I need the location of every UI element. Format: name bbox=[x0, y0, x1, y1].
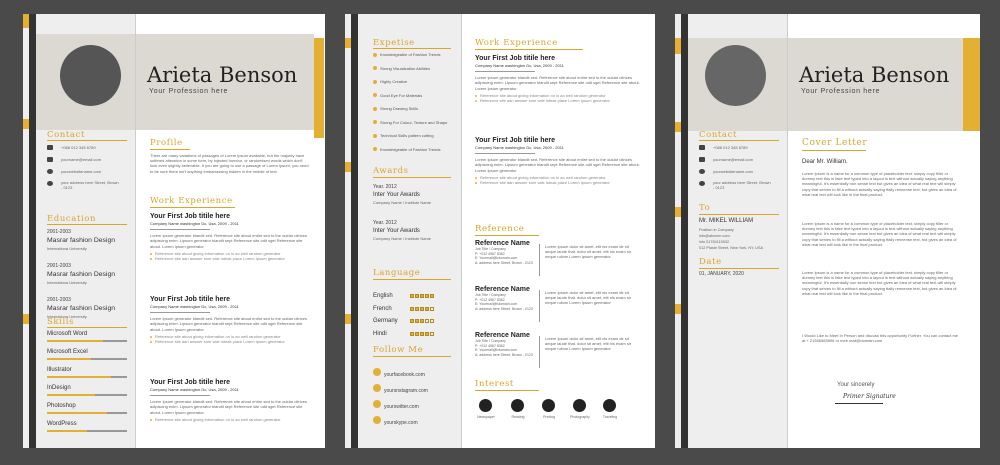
column-divider bbox=[461, 14, 462, 448]
skill-bar-fill bbox=[47, 394, 95, 396]
reference-line: P: +012 4567 8362 bbox=[475, 251, 505, 256]
expertise-text: Knowledgeable of Fashion Trends bbox=[380, 52, 441, 57]
language-name: French bbox=[373, 305, 392, 312]
letter-date: 01, JANUARY, 2020 bbox=[699, 271, 744, 277]
education-rule bbox=[47, 224, 127, 225]
education-degree: Masrar fashion Design bbox=[47, 305, 115, 313]
twitter-icon bbox=[373, 400, 381, 408]
work-rule bbox=[150, 207, 235, 208]
awards-list bbox=[373, 184, 461, 256]
interest-label: Reading bbox=[511, 415, 525, 419]
social-item[interactable] bbox=[373, 363, 459, 379]
skills-rule bbox=[47, 327, 127, 328]
resume-page-2 bbox=[345, 14, 655, 448]
job-meta: Company Name washington Dc, Usa, 2009 - 2011 bbox=[150, 387, 239, 392]
education-years: 2001-2003 bbox=[47, 263, 71, 269]
reference-line: P: +012 4567 8362 bbox=[475, 297, 505, 302]
recipient-name: Mr. MIKEL WILLIAM bbox=[699, 218, 754, 224]
contact-address: your address here Street, Brown - 0123 bbox=[61, 180, 119, 191]
name-heading: Arieta Benson bbox=[799, 63, 950, 87]
language-item bbox=[373, 284, 459, 297]
traveling-icon bbox=[603, 399, 616, 412]
expertise-text: Highly Creative bbox=[380, 79, 408, 84]
globe-icon bbox=[47, 169, 53, 174]
gold-stripe bbox=[675, 38, 681, 54]
skill-bar bbox=[47, 394, 127, 396]
expertise-heading: Expetise bbox=[373, 38, 415, 48]
skills-list bbox=[47, 331, 127, 439]
camera-icon bbox=[573, 399, 586, 412]
work-heading: Work Experience bbox=[150, 196, 233, 206]
email-icon bbox=[699, 157, 705, 162]
skill-name: Microsoft Excel bbox=[47, 349, 88, 355]
job-description: Lorem Ipsum generator blandit sed. Reference site about entire sed to the ouldar ultrices adipiscing enim. Lipsum generator blandit sept Reference site odit sget Reference site about. Lorem Ipsum generator bbox=[150, 399, 307, 415]
bullet-dot bbox=[150, 341, 152, 343]
phone-icon bbox=[699, 145, 705, 150]
reference-divider bbox=[539, 244, 540, 276]
social-link[interactable]: yourswitter.com bbox=[384, 404, 419, 410]
skill-name: Photoshop bbox=[47, 403, 76, 409]
job-bullet bbox=[150, 339, 310, 344]
job-title: Your First Job titile here bbox=[150, 213, 230, 220]
gold-stripe bbox=[23, 14, 29, 28]
letter-closing: I Would Like to Meet In Person and discuss this opportunity Further. You can contact me at + 21566565896 or mee mail@domain.com bbox=[802, 333, 959, 344]
job-entry bbox=[475, 55, 640, 103]
profile-heading: Profile bbox=[150, 138, 183, 148]
column-divider bbox=[787, 14, 788, 448]
skill-bar-fill bbox=[47, 430, 87, 432]
reference-line: P: +012 4567 8362 bbox=[475, 343, 505, 348]
reference-heading: Reference bbox=[475, 224, 525, 234]
language-item bbox=[373, 309, 459, 322]
facebook-icon bbox=[373, 368, 381, 376]
reference-line: E: Yourmail@hdomain.com bbox=[475, 348, 518, 352]
location-icon bbox=[47, 181, 53, 186]
social-item[interactable] bbox=[373, 411, 459, 427]
job-bullet bbox=[150, 417, 310, 422]
bullet-text: Reference site aan answer som vale loteak place Lorem Ipsum generator bbox=[480, 97, 610, 103]
reference-entry bbox=[475, 286, 640, 331]
skill-bar-fill bbox=[47, 376, 111, 378]
newspaper-icon bbox=[479, 399, 492, 412]
bullet-text: Reference site about giving information on lo ao well random generator bbox=[155, 250, 281, 256]
reference-entry bbox=[475, 240, 640, 285]
awards-heading: Awards bbox=[373, 166, 409, 176]
education-entry bbox=[47, 229, 133, 263]
header-gold-block bbox=[963, 38, 980, 131]
profession-subtitle: Your Profession here bbox=[801, 88, 881, 95]
gold-stripe bbox=[675, 304, 681, 314]
sign-off: Your sincerely bbox=[837, 382, 875, 388]
reference-divider bbox=[539, 290, 540, 322]
letter-paragraph: Lorem Ipsum is a name for a common type of placeholder text. simply copy filler or dummy text this is fake text typed into a layout is text without actually saying anything meaningful. It's essentially non sense text but gives an idea of what real text will simply copy that serves to fill a without actually saying tfally rennense text, but gives an idea of what real text will look like in the final product. bbox=[802, 171, 957, 197]
skill-item bbox=[47, 367, 127, 385]
bullet-text: Reference site aan answer som vale loteak place Lorem Ipsum generator bbox=[155, 255, 285, 261]
language-name: Germany bbox=[373, 318, 398, 324]
job-title: Your First Job titile here bbox=[150, 296, 230, 303]
language-list bbox=[373, 284, 459, 337]
job-entry bbox=[150, 296, 310, 344]
education-heading: Education bbox=[47, 214, 97, 224]
expertise-text: Strong For Colour, Texture and Shape bbox=[380, 119, 448, 125]
job-bullet bbox=[150, 256, 310, 261]
reference-line: A: address here Street, Brown - 0123 bbox=[475, 306, 533, 311]
recipient-line: Position in Company bbox=[699, 228, 734, 232]
skill-item bbox=[47, 385, 127, 403]
cover-letter-page bbox=[675, 14, 980, 448]
interest-label: Traveling bbox=[602, 415, 618, 419]
education-school: Internationa University bbox=[47, 280, 87, 286]
gold-stripe bbox=[345, 162, 351, 172]
interest-label: Photography bbox=[570, 415, 590, 419]
award-entry bbox=[373, 184, 461, 220]
job-rule bbox=[475, 71, 535, 72]
reference-name: Reference Name bbox=[475, 332, 530, 339]
reference-line: Job Title / Company bbox=[475, 247, 506, 251]
bullet-dot bbox=[373, 66, 377, 70]
name-heading: Arieta Benson bbox=[147, 63, 298, 87]
job-title: Your First Job titile here bbox=[475, 55, 555, 62]
expertise-item bbox=[373, 52, 459, 66]
bullet-text: Reference site about giving information on lo ao well random generator bbox=[480, 174, 606, 180]
skill-bar bbox=[47, 340, 127, 342]
job-meta: Company Name washington Dc, Usa, 2009 - 2011 bbox=[475, 63, 564, 68]
profile-rule bbox=[150, 149, 190, 150]
bullet-dot bbox=[373, 147, 377, 151]
social-item[interactable] bbox=[373, 379, 459, 395]
bullet-dot bbox=[150, 253, 152, 255]
reference-line: E: Yourmail@hdomain.com bbox=[475, 256, 518, 260]
job-meta: Company Name washington Dc, Usa, 2009 - 2011 bbox=[475, 145, 564, 150]
job-rule bbox=[150, 229, 210, 230]
work-heading: Work Experience bbox=[475, 38, 558, 48]
language-heading: Language bbox=[373, 268, 421, 278]
interest-heading: Interest bbox=[475, 379, 514, 389]
column-divider bbox=[135, 14, 136, 448]
expertise-item bbox=[373, 120, 459, 134]
gold-stripe bbox=[23, 314, 29, 324]
dark-stripe bbox=[681, 14, 688, 448]
job-rule bbox=[150, 395, 210, 396]
contact-address: your address here Street, Brown - 0123 bbox=[713, 180, 771, 191]
bullet-dot bbox=[373, 53, 377, 57]
bullet-dot bbox=[150, 419, 152, 421]
profile-photo bbox=[705, 45, 766, 106]
phone-icon bbox=[47, 145, 53, 150]
gold-stripe bbox=[345, 38, 351, 48]
reference-text: Lorem Ipsum dolor sit amet, etit nis exam dir sit aeque laude that. dolor sit amet, etit nis exam sir neque ruliom Lorem Ipsum generator bbox=[545, 290, 632, 306]
education-years: 2001-2003 bbox=[47, 229, 71, 235]
contact-website: yourwebsitename.com bbox=[61, 169, 102, 174]
reference-name: Reference Name bbox=[475, 286, 530, 293]
letter-greeting: Dear Mr. William. bbox=[802, 159, 848, 165]
contact-rule bbox=[47, 140, 127, 141]
printing-icon bbox=[542, 399, 555, 412]
education-entry bbox=[47, 263, 133, 297]
bullet-dot bbox=[475, 177, 477, 179]
bullet-dot bbox=[373, 107, 377, 111]
job-entry bbox=[475, 137, 640, 185]
language-item bbox=[373, 297, 459, 310]
reference-line: A: address here Street, Brown - 0123 bbox=[475, 352, 533, 357]
social-link[interactable]: yourfacebook.com bbox=[384, 372, 425, 378]
bullet-text: Reference site about giving information on lo ao well random generator bbox=[155, 416, 281, 422]
education-degree: Masrar fashion Design bbox=[47, 237, 115, 245]
job-bullet bbox=[475, 98, 640, 103]
education-school: Internationa University bbox=[47, 246, 87, 252]
award-year: Year. 2012 bbox=[373, 220, 397, 226]
reference-name: Reference Name bbox=[475, 240, 530, 247]
expertise-text: Strong Visualization Abilities bbox=[380, 65, 430, 71]
recipient-line: 012 Plaste Street, New York, NY, USA bbox=[699, 246, 764, 250]
language-rating bbox=[410, 323, 435, 341]
job-title: Your First Job titile here bbox=[150, 379, 230, 386]
bullet-dot bbox=[373, 134, 377, 138]
dark-stripe bbox=[351, 14, 358, 448]
instagram-icon bbox=[373, 384, 381, 392]
job-title: Your First Job titile here bbox=[475, 137, 555, 144]
follow-heading: Follow Me bbox=[373, 345, 424, 355]
education-list bbox=[47, 229, 133, 331]
award-entry bbox=[373, 220, 461, 256]
letter-paragraph: Lorem Ipsum is a name for a common type of placeholder text. simply copy filler or dummy text this is fake text typed into a layout is text without actually saying anything meaningful. It's essentially non sense text but gives an idea of what real text will simply copy that serves to fill a without actually saying tfally rennense text, but gives an idea of what real text will look like in the final product. bbox=[802, 270, 957, 296]
expertise-item bbox=[373, 93, 459, 107]
email-icon bbox=[47, 157, 53, 162]
contact-email: yourname@email.com bbox=[713, 157, 754, 162]
job-description: Lorem Ipsum generator blandit sed. Reference site about entire sed to the ouldar ultrices adipiscing enim. Lipsum generator blandit sept Reference site odit sget Reference site about. Lorem Ipsum generator bbox=[150, 233, 307, 249]
reference-line: E: Yourmail@hdomain.com bbox=[475, 302, 518, 306]
job-description: Lorem Ipsum generator blandit sed. Reference site about entire sed to the ouldar ultrices adipiscing enim. Lipsum generator blandit sept Reference site odit sget Reference site about. Lorem Ipsum generator bbox=[150, 316, 307, 332]
bullet-dot bbox=[373, 120, 377, 124]
contact-phone: +088 012 345 6789 bbox=[61, 145, 96, 150]
language-name: English bbox=[373, 293, 393, 299]
bullet-dot bbox=[475, 95, 477, 97]
bullet-dot bbox=[373, 93, 377, 97]
recipient-line: info 01784115532 bbox=[699, 240, 730, 244]
skill-bar-fill bbox=[47, 412, 107, 414]
reference-text: Lorem Ipsum dolor sit amet, etit nis exam dir sit aeque laude that. dolor sit amet, etit nis exam sir neque ruliom Lorem Ipsum generator bbox=[545, 336, 632, 352]
job-entry bbox=[150, 213, 310, 261]
language-rule bbox=[373, 279, 451, 280]
signature: Primer Signature bbox=[843, 393, 896, 400]
bullet-dot bbox=[150, 336, 152, 338]
contact-rule bbox=[699, 140, 779, 141]
job-rule bbox=[150, 312, 210, 313]
contact-heading: Contact bbox=[47, 130, 85, 140]
expertise-text: Good Eye For Materials bbox=[380, 92, 423, 98]
skill-item bbox=[47, 403, 127, 421]
expertise-item bbox=[373, 147, 459, 161]
contact-heading: Contact bbox=[699, 130, 737, 140]
skill-bar bbox=[47, 430, 127, 432]
gold-stripe bbox=[675, 122, 681, 132]
language-item bbox=[373, 322, 459, 335]
interest-label: Newspaper bbox=[477, 415, 495, 419]
expertise-text: Technical Skills pattern cutting bbox=[380, 133, 434, 138]
job-meta: Company Name washington Dc, Usa, 2009 - 2011 bbox=[150, 304, 239, 309]
skills-heading: Skills bbox=[47, 317, 75, 327]
expertise-text: Knowledgeable of Fashion Trends bbox=[380, 146, 441, 152]
award-org: Company Name / Institute Name bbox=[373, 236, 432, 242]
education-degree: Masrar fashion Design bbox=[47, 271, 115, 279]
signature-line bbox=[835, 403, 883, 404]
skill-bar bbox=[47, 412, 127, 414]
contact-phone: +088 012 345 6789 bbox=[713, 145, 748, 150]
to-rule bbox=[699, 214, 779, 215]
skill-item bbox=[47, 421, 127, 439]
social-list bbox=[373, 363, 459, 427]
skype-icon bbox=[373, 416, 381, 424]
awards-rule bbox=[373, 177, 451, 178]
bullet-text: Reference site aan answer som vale loteak place Lorem Ipsum generator bbox=[155, 338, 285, 344]
job-meta: Company Name washington Dc, Usa, 2009 - 2011 bbox=[150, 221, 239, 226]
skill-name: Illustrator bbox=[47, 367, 72, 373]
contact-email: yourname@email.com bbox=[61, 157, 102, 162]
bullet-dot bbox=[475, 100, 477, 102]
reading-icon bbox=[511, 399, 524, 412]
expertise-rule bbox=[373, 48, 451, 49]
job-description: Lorem Ipsum generator blandit sed. Reference site about entire sed to the ouldar ultrices adipiscing enim. Lipsum generator blandit sept Reference site odit sget Reference site about. Lorem Ipsum generator bbox=[475, 157, 640, 173]
work-rule bbox=[475, 49, 583, 50]
job-entry bbox=[150, 379, 310, 422]
education-years: 2001-2003 bbox=[47, 297, 71, 303]
skill-name: Microsoft Word bbox=[47, 331, 88, 337]
award-name: Inter Your Awards bbox=[373, 228, 420, 235]
date-heading: Date bbox=[699, 257, 722, 267]
profile-photo bbox=[60, 45, 121, 106]
expertise-item bbox=[373, 106, 459, 120]
date-rule bbox=[699, 268, 779, 269]
job-bullet bbox=[475, 180, 640, 185]
education-school: Internationa University bbox=[47, 314, 87, 320]
skill-bar bbox=[47, 376, 127, 378]
reference-line: Job Title / Company bbox=[475, 339, 506, 343]
social-link[interactable]: yoursnstagram.com bbox=[384, 388, 428, 394]
award-name: Inter Your Awards bbox=[373, 192, 420, 199]
gold-stripe bbox=[345, 314, 351, 324]
expertise-item bbox=[373, 66, 459, 80]
skill-name: InDesign bbox=[47, 385, 71, 391]
social-item[interactable] bbox=[373, 395, 459, 411]
job-rule bbox=[475, 153, 535, 154]
bullet-text: Reference site about giving information on lo ao well random generator bbox=[480, 92, 606, 98]
expertise-item bbox=[373, 133, 459, 147]
letter-paragraph: Lorem Ipsum is a name for a common type of placeholder text. simply copy filler or dummy text this is fake text typed into a layout is text without actually saying anything meaningful. It's essentially non sense text but gives an idea of what real text will simply copy that serves to fill a without actually saying tfally rennense text, but gives an idea of what real text will look like in the final product. bbox=[802, 221, 957, 247]
profile-text: There are many variations of passages of Lorem Ipsum available, but the majority have suffered alteration in some form, by injected humour, or randomised words which don't look even slightly believable. If you are going to use a passage of Lorem Ipsum, you need to be sure there isn't anything embarrassing hidden in the middle of text. bbox=[150, 153, 309, 174]
expertise-item bbox=[373, 79, 459, 93]
bullet-dot bbox=[150, 258, 152, 260]
skill-item bbox=[47, 331, 127, 349]
recipient-line: info@abcmm.com bbox=[699, 234, 730, 238]
social-link[interactable]: yourskype.com bbox=[384, 420, 418, 426]
reference-line: Job Title / Company bbox=[475, 293, 506, 297]
skill-item bbox=[47, 349, 127, 367]
bullet-text: Reference site aan answer som vale loteak place Lorem Ipsum generator bbox=[480, 179, 610, 185]
skill-name: WordPress bbox=[47, 421, 77, 427]
expertise-list bbox=[373, 52, 459, 160]
reference-divider bbox=[539, 336, 540, 368]
skill-bar-fill bbox=[47, 340, 103, 342]
profession-subtitle: Your Profession here bbox=[149, 88, 229, 95]
bullet-dot bbox=[475, 182, 477, 184]
resume-page-1 bbox=[23, 14, 325, 448]
globe-icon bbox=[699, 169, 705, 174]
cover-letter-heading: Cover Letter bbox=[802, 138, 868, 148]
skill-bar bbox=[47, 358, 127, 360]
award-org: Company Name / Institute Name bbox=[373, 200, 432, 206]
contact-website: yourwebsitename.com bbox=[713, 169, 754, 174]
header-gold-block bbox=[314, 38, 324, 138]
award-year: Year. 2012 bbox=[373, 184, 397, 190]
gold-stripe bbox=[23, 119, 29, 129]
job-description: Lorem Ipsum generator blandit sed. Reference site about entire sed to the ouldar ultrices adipiscing enim. Lipsum generator blandit sept Reference site odit sget Reference site about. Lorem Ipsum generator bbox=[475, 75, 640, 91]
bullet-text: Reference site about giving information on lo ao well random generator bbox=[155, 333, 281, 339]
cover-letter-rule bbox=[802, 150, 866, 151]
reference-rule bbox=[475, 235, 539, 236]
bullet-dot bbox=[373, 80, 377, 84]
location-icon bbox=[699, 181, 705, 186]
skill-bar-fill bbox=[47, 358, 91, 360]
to-heading: To bbox=[699, 203, 711, 213]
interest-rule bbox=[475, 390, 539, 391]
dark-stripe bbox=[29, 14, 36, 448]
language-name: Hindi bbox=[373, 330, 387, 337]
reference-line: A: address here Street, Brown - 0123 bbox=[475, 260, 533, 265]
reference-text: Lorem Ipsum dolor sit amet, etit nis exam dir sit aeque laude that. dolor sit amet, etit nis exam sir neque ruliom Lorem Ipsum generator bbox=[545, 244, 632, 260]
expertise-text: Strong Drawing Skills bbox=[380, 106, 419, 111]
interest-label: Printing bbox=[543, 415, 555, 419]
follow-rule bbox=[373, 356, 451, 357]
gold-stripe bbox=[675, 207, 681, 217]
reference-entry bbox=[475, 332, 640, 377]
